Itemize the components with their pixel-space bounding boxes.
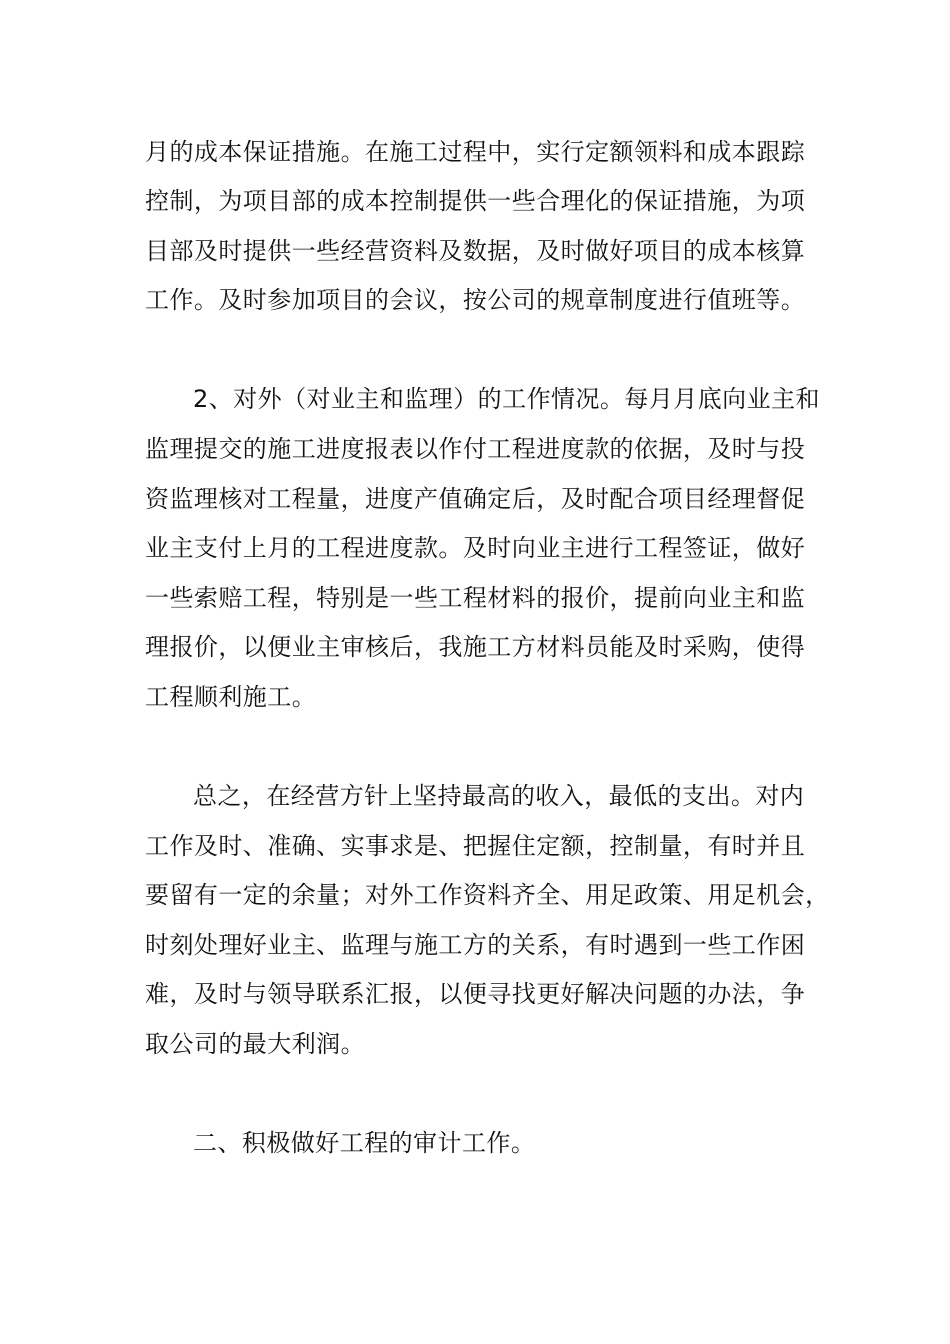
section-heading-2: 二、积极做好工程的审计工作。 bbox=[193, 1129, 536, 1157]
paragraph-1-line-3: 目部及时提供一些经营资料及数据，及时做好项目的成本核算 bbox=[145, 237, 806, 265]
paragraph-1-line-2: 控制，为项目部的成本控制提供一些合理化的保证措施，为项 bbox=[145, 187, 806, 215]
paragraph-2-line-6: 理报价，以便业主审核后，我施工方材料员能及时采购，使得 bbox=[145, 633, 806, 661]
paragraph-1-line-1: 月的成本保证措施。在施工过程中，实行定额领料和成本跟踪 bbox=[145, 138, 806, 166]
paragraph-2-line-7: 工程顺利施工。 bbox=[145, 683, 317, 711]
paragraph-3-line-2: 工作及时、准确、实事求是、把握住定额，控制量，有时并且 bbox=[145, 832, 806, 860]
paragraph-3-line-3: 要留有一定的余量；对外工作资料齐全、用足政策、用足机会， bbox=[145, 881, 830, 909]
paragraph-2-line-3: 资监理核对工程量，进度产值确定后，及时配合项目经理督促 bbox=[145, 485, 806, 513]
paragraph-3-line-4: 时刻处理好业主、监理与施工方的关系，有时遇到一些工作困 bbox=[145, 931, 806, 959]
paragraph-3-line-6: 取公司的最大利润。 bbox=[145, 1030, 366, 1058]
paragraph-1-line-4: 工作。及时参加项目的会议，按公司的规章制度进行值班等。 bbox=[145, 286, 806, 314]
paragraph-3-line-1: 总之，在经营方针上坚持最高的收入，最低的支出。对内 bbox=[193, 782, 805, 810]
paragraph-3-line-5: 难，及时与领导联系汇报，以便寻找更好解决问题的办法，争 bbox=[145, 980, 806, 1008]
paragraph-2-line-5: 一些索赔工程，特别是一些工程材料的报价，提前向业主和监 bbox=[145, 584, 806, 612]
paragraph-2-line-4: 业主支付上月的工程进度款。及时向业主进行工程签证，做好 bbox=[145, 534, 806, 562]
paragraph-2-line-1: 2、对外（对业主和监理）的工作情况。每月月底向业主和 bbox=[193, 385, 820, 413]
paragraph-2-line-2: 监理提交的施工进度报表以作付工程进度款的依据，及时与投 bbox=[145, 435, 806, 463]
